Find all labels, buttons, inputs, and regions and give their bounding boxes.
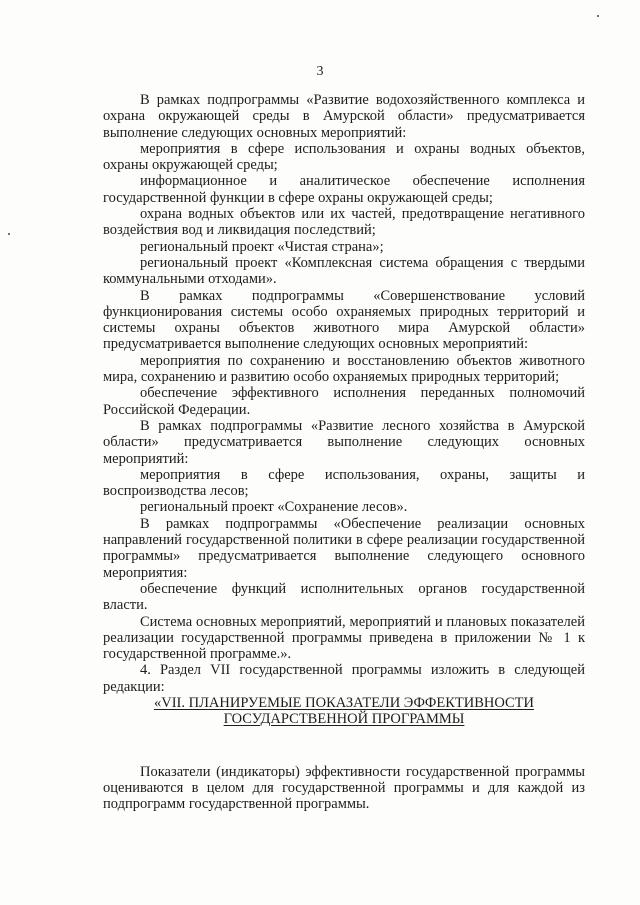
page-number: 3	[316, 64, 324, 79]
paragraph: региональный проект «Комплексная система обращения с твердыми коммунальными отходами».	[103, 254, 585, 288]
scan-speck	[597, 15, 599, 17]
paragraph: мероприятия по сохранению и восстановлению объектов животного мира, сохранению и развитию особо охраняемых природных территорий;	[103, 352, 585, 386]
paragraph: В рамках подпрограммы «Обеспечение реализации основных направлений государственной политики в сфере реализации государственной программы» предусматривается выполнение следующего основного мероприятия:	[103, 515, 585, 581]
paragraph: охрана водных объектов или их частей, предотвращение негативного воздействия вод и ликвидация последствий;	[103, 206, 585, 239]
paragraph: мероприятия в сфере использования, охраны, защиты и воспроизводства лесов;	[103, 466, 585, 500]
spacer	[103, 728, 585, 764]
closing-paragraph: Показатели (индикаторы) эффективности государственной программы оцениваются в целом для государственной программы и для каждой из подпрограмм государственной программы.	[103, 763, 585, 813]
paragraph: обеспечение функций исполнительных органов государственной власти.	[103, 580, 585, 614]
paragraph: мероприятия в сфере использования и охраны водных объектов, охраны окружающей среды;	[103, 140, 585, 174]
paragraph: региональный проект «Чистая страна»;	[140, 238, 384, 255]
scan-speck	[8, 233, 10, 235]
section-title-line-2: ГОСУДАРСТВЕННОЙ ПРОГРАММЫ	[223, 711, 465, 728]
document-body	[103, 92, 585, 812]
paragraph: В рамках подпрограммы «Совершенствование условий функционирования системы особо охраняемых природных территорий и системы охраны объектов животного мира Амурской области» предусматривается выполнение следующих основных мероприятий:	[103, 287, 585, 353]
section-title-line-1: «VII. ПЛАНИРУЕМЫЕ ПОКАЗАТЕЛИ ЭФФЕКТИВНОСТИ	[153, 694, 535, 711]
paragraph: информационное и аналитическое обеспечение исполнения государственной функции в сфере охраны окружающей среды;	[103, 173, 585, 206]
paragraph: региональный проект «Сохранение лесов».	[140, 499, 408, 516]
paragraph: Система основных мероприятий, мероприятий и плановых показателей реализации государственной программы приведена в приложении № 1 к государственной программе.».	[103, 613, 585, 663]
paragraph: 4. Раздел VII государственной программы изложить в следующей редакции:	[103, 662, 585, 695]
paragraph: обеспечение эффективного исполнения переданных полномочий Российской Федерации.	[103, 385, 585, 418]
paragraph: В рамках подпрограммы «Развитие лесного хозяйства в Амурской области» предусматривается выполнение следующих основных мероприятий:	[103, 417, 585, 467]
paragraph: В рамках подпрограммы «Развитие водохозяйственного комплекса и охрана окружающей среды в Амурской области» предусматривается выполнение следующих основных мероприятий:	[103, 92, 585, 141]
